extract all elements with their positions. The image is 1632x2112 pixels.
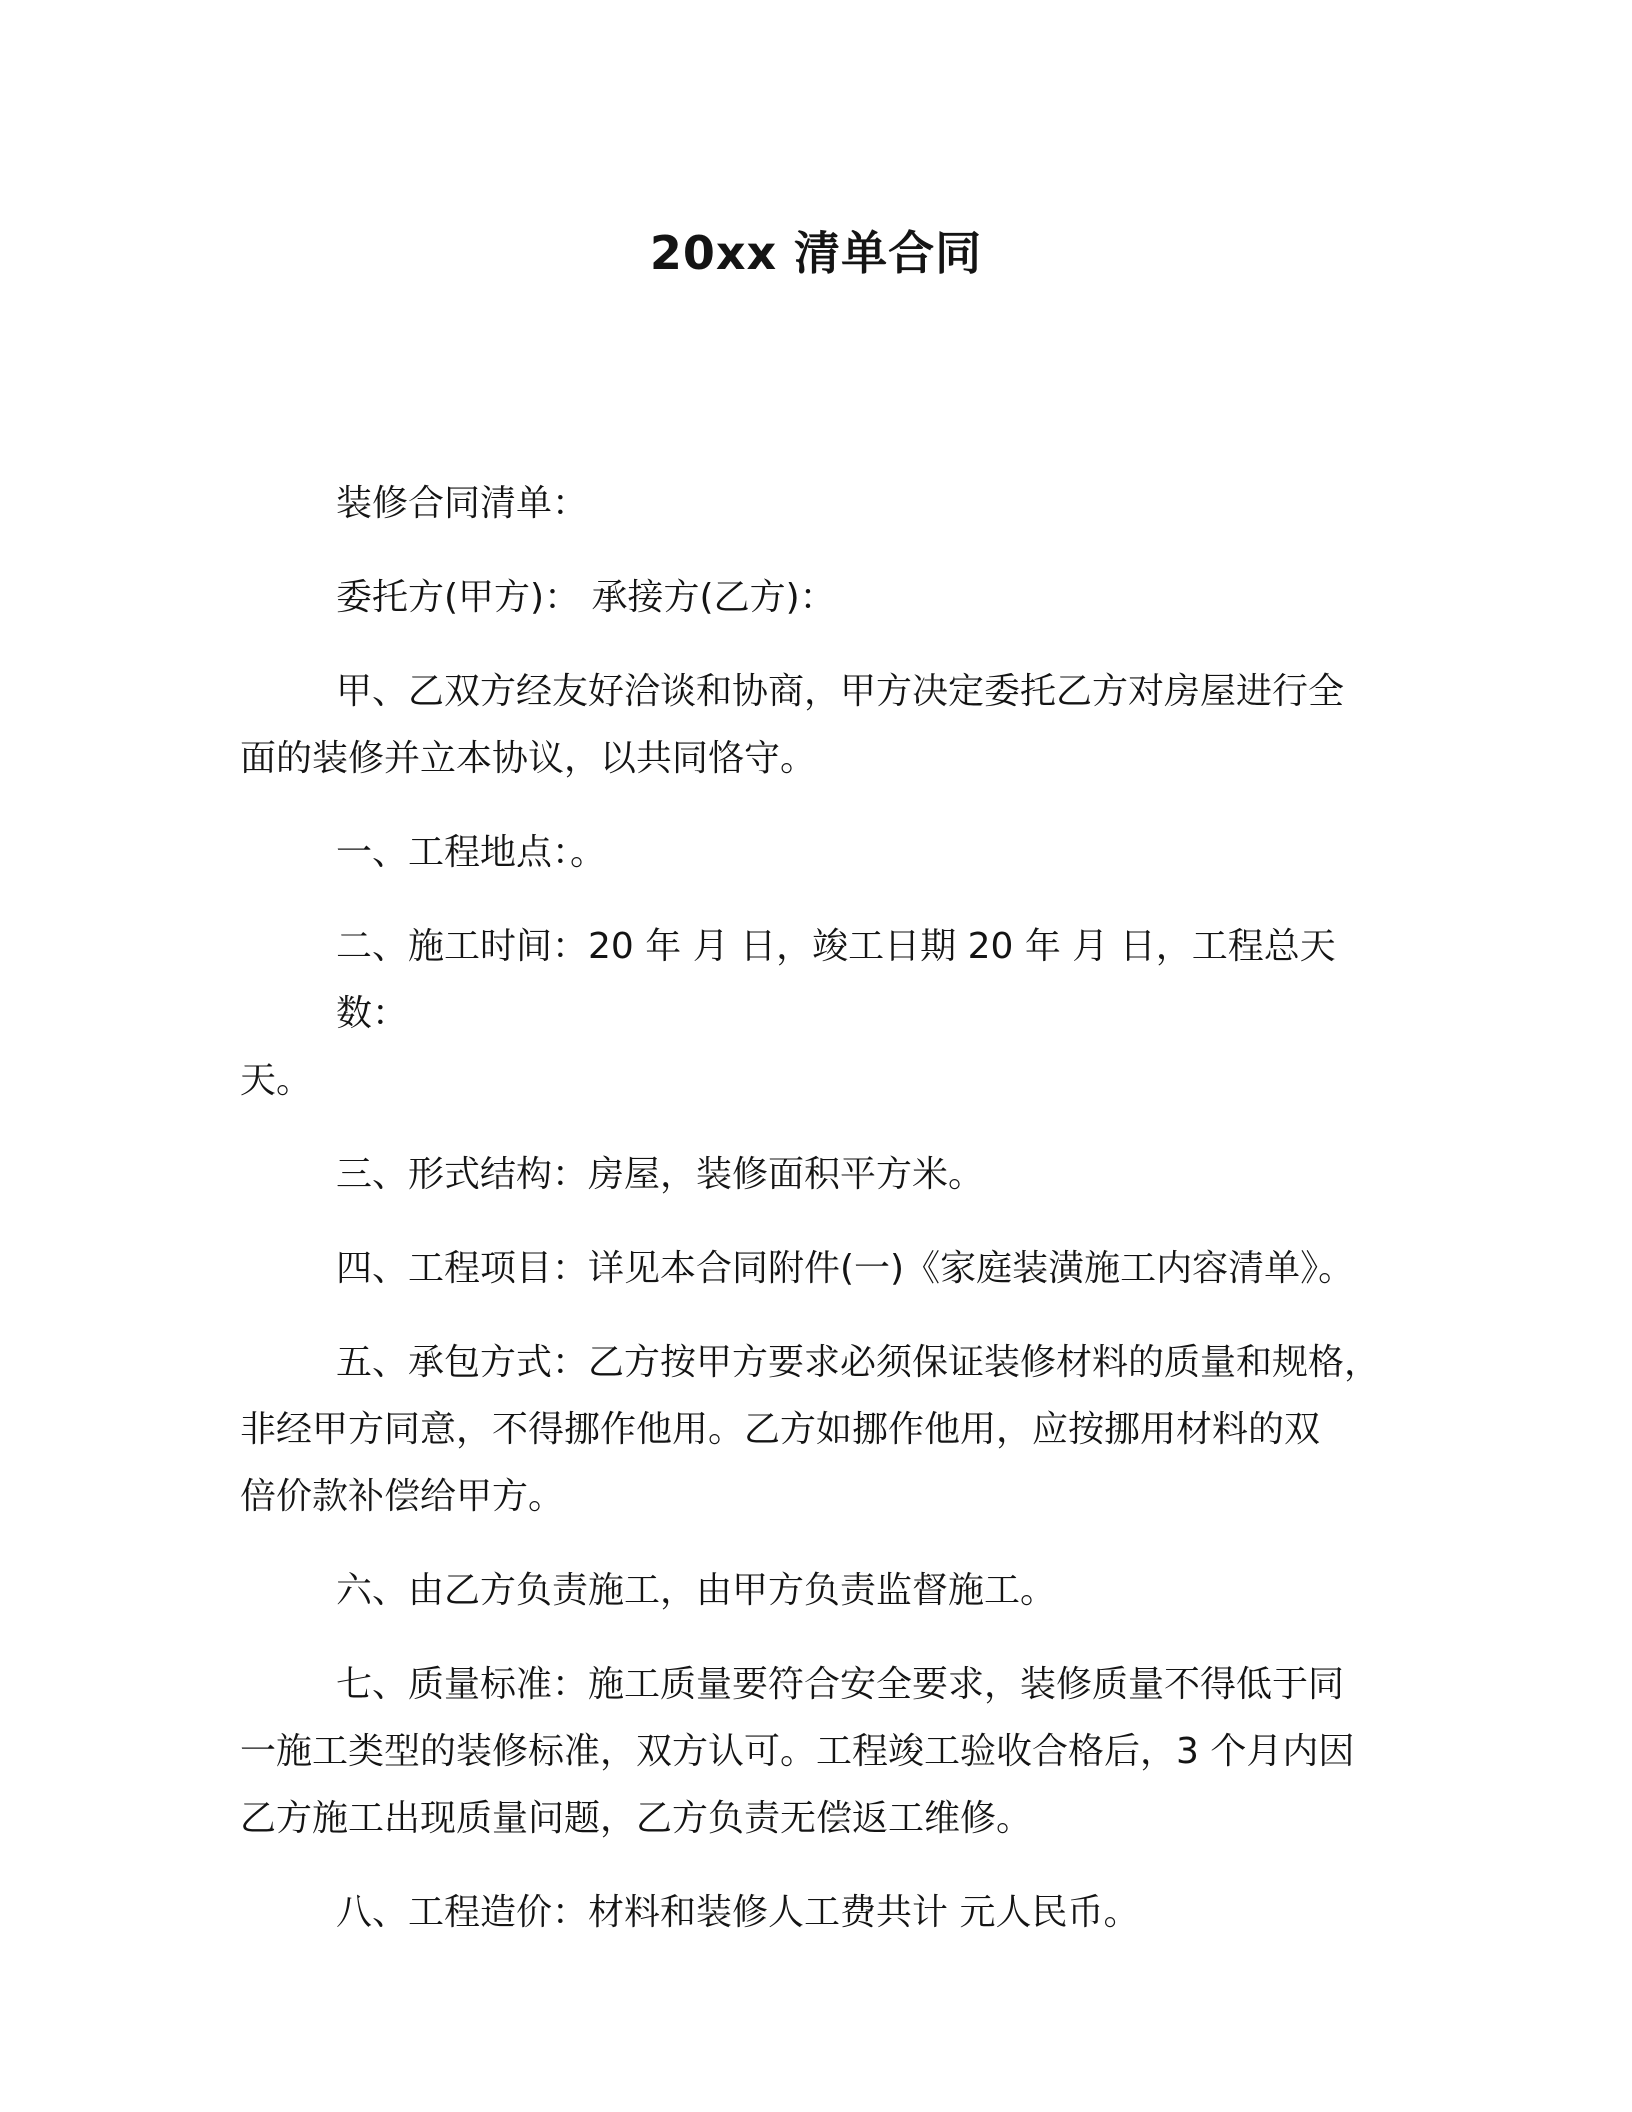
paragraph-project-location xyxy=(240,819,1400,886)
text-line: 一施工类型的装修标准，双方认可。工程竣工验收合格后，3 个月内因 xyxy=(240,1731,1355,1772)
paragraph-construction-time xyxy=(240,913,1400,1114)
text-line: 八、工程造价：材料和装修人工费共计 元人民币。 xyxy=(336,1892,1140,1933)
paragraph-structure xyxy=(240,1141,1400,1208)
paragraph-parties xyxy=(240,564,1400,631)
text-line: 倍价款补偿给甲方。 xyxy=(240,1476,565,1517)
paragraph-checklist-heading xyxy=(240,470,1400,537)
paragraph-supervision xyxy=(240,1557,1400,1624)
text-line: 天。 xyxy=(240,1060,313,1101)
text-line: 甲、乙双方经友好洽谈和协商，甲方决定委托乙方对房屋进行全 xyxy=(336,671,1345,712)
paragraph-quality-standard xyxy=(240,1651,1400,1852)
document-title: 20xx 清单合同 xyxy=(649,226,983,280)
paragraph-project-cost xyxy=(240,1879,1400,1946)
text-line: 六、由乙方负责施工，由甲方负责监督施工。 xyxy=(336,1570,1057,1611)
text-line: 七、质量标准：施工质量要符合安全要求，装修质量不得低于同 xyxy=(336,1664,1345,1705)
text-line: 非经甲方同意，不得挪作他用。乙方如挪作他用，应按挪用材料的双 xyxy=(240,1409,1321,1450)
paragraph-contract-method xyxy=(240,1329,1400,1530)
text-line: 三、形式结构：房屋，装修面积平方米。 xyxy=(336,1154,985,1195)
text-line: 委托方(甲方)： 承接方(乙方)： xyxy=(336,577,836,618)
text-line: 一、工程地点：。 xyxy=(336,832,607,873)
text-line: 四、工程项目：详见本合同附件(一)《家庭装潢施工内容清单》。 xyxy=(336,1248,1355,1289)
document-body xyxy=(240,470,1400,1973)
text-line: 面的装修并立本协议，以共同恪守。 xyxy=(240,738,817,779)
text-line: 装修合同清单： xyxy=(336,483,589,524)
text-line: 二、施工时间：20 年 月 日，竣工日期 20 年 月 日，工程总天数： xyxy=(336,926,1336,1034)
text-line: 乙方施工出现质量问题，乙方负责无偿返工维修。 xyxy=(240,1798,1033,1839)
paragraph-project-items xyxy=(240,1235,1400,1302)
paragraph-agreement-intro xyxy=(240,658,1400,792)
text-line: 五、承包方式：乙方按甲方要求必须保证装修材料的质量和规格， xyxy=(336,1342,1381,1383)
